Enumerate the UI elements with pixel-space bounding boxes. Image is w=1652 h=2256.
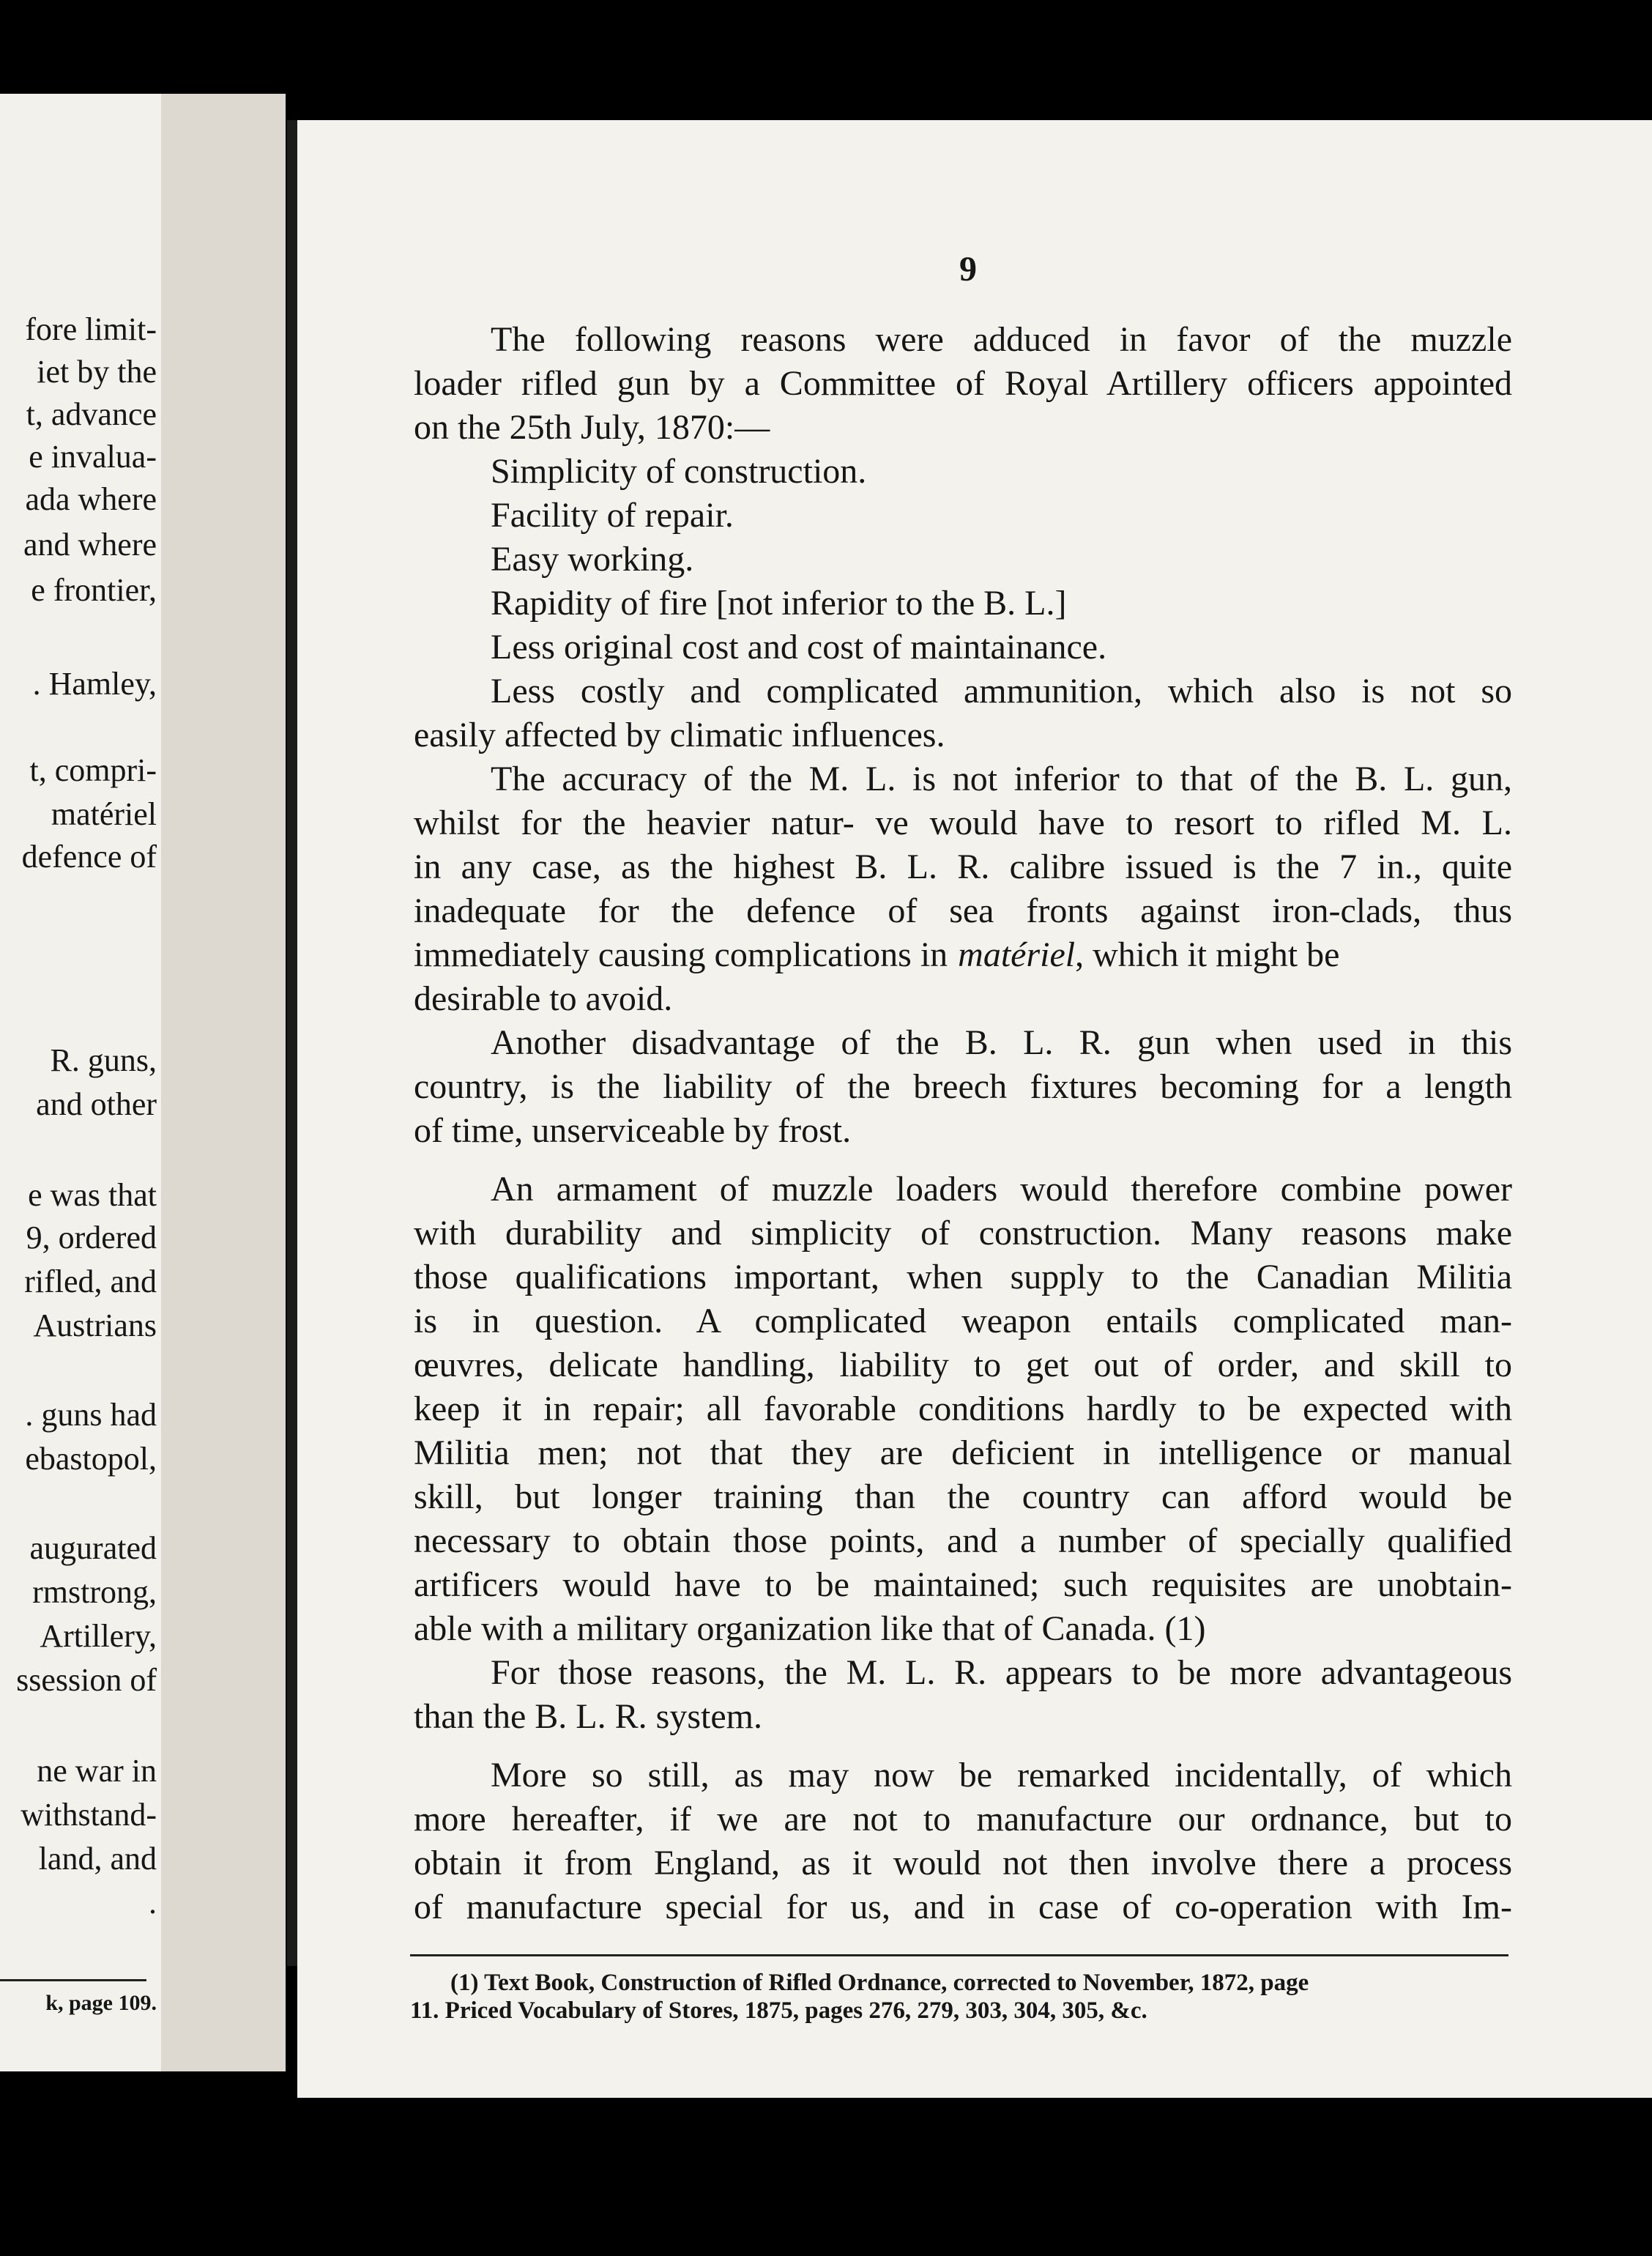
body-line: with durability and simplicity of construction. Many reasons make — [414, 1214, 1512, 1253]
left-page-line: rmstrong, — [32, 1574, 157, 1610]
left-page-line: e invalua- — [29, 439, 157, 475]
body-line: The following reasons were adduced in favor of the muzzle — [491, 320, 1512, 359]
left-page-line: . Hamley, — [32, 666, 157, 702]
page-number: 9 — [959, 250, 977, 289]
body-line: Militia men; not that they are deficient in intelligence or manual — [414, 1433, 1512, 1472]
left-page-line: ssession of — [16, 1662, 157, 1698]
footnote-line: 11. Priced Vocabulary of Stores, 1875, pages 276, 279, 303, 304, 305, &c. — [410, 1997, 1147, 2024]
body-line: whilst for the heavier natur- ve would have to resort to rifled M. L. — [414, 804, 1512, 842]
left-page-line: e was that — [28, 1177, 157, 1213]
footnote-line: (1) Text Book, Construction of Rifled Ordnance, corrected to November, 1872, page — [450, 1970, 1309, 1996]
page-gutter — [161, 94, 286, 2071]
body-line: œuvres, delicate handling, liability to get out of order, and skill to — [414, 1346, 1512, 1384]
body-line: An armament of muzzle loaders would therefore combine power — [491, 1170, 1512, 1209]
left-page-line: 9, ordered — [26, 1220, 157, 1255]
body-line: on the 25th July, 1870:— — [414, 408, 770, 447]
body-line: inadequate for the defence of sea fronts against iron-clads, thus — [414, 891, 1512, 930]
list-item: Rapidity of fire [not inferior to the B. L.] — [491, 584, 1067, 623]
list-item: Simplicity of construction. — [491, 452, 867, 491]
list-item: Less original cost and cost of maintainance. — [491, 628, 1107, 667]
body-line: More so still, as may now be remarked incidentally, of which — [491, 1756, 1512, 1795]
left-page-line: defence of — [21, 839, 157, 875]
body-line: easily affected by climatic influences. — [414, 716, 945, 754]
body-line: those qualifications important, when supply to the Canadian Militia — [414, 1258, 1512, 1296]
body-text: immediately causing complications in — [414, 935, 948, 974]
body-line: more hereafter, if we are not to manufacture our ordnance, but to — [414, 1800, 1512, 1838]
body-line: obtain it from England, as it would not then involve there a process — [414, 1844, 1512, 1882]
left-page-line: ada where — [25, 481, 157, 517]
body-line: than the B. L. R. system. — [414, 1697, 762, 1736]
body-line: desirable to avoid. — [414, 979, 673, 1018]
list-item: Less costly and complicated ammunition, which also is not so — [491, 672, 1512, 710]
book-spine-shadow — [287, 120, 297, 1966]
list-item: Easy working. — [491, 540, 694, 579]
left-page-line: t, compri- — [29, 752, 157, 788]
italic-term: matériel — [958, 935, 1076, 974]
left-page-line: Artillery, — [40, 1618, 157, 1654]
left-page-line: and where — [23, 527, 157, 563]
left-footnote-rule — [0, 1979, 146, 1981]
body-line — [414, 933, 1512, 977]
body-line: able with a military organization like that of Canada. (1) — [414, 1609, 1206, 1648]
body-line: The accuracy of the M. L. is not inferior to that of the B. L. gun, — [491, 760, 1512, 798]
left-page-line: land, and — [38, 1841, 157, 1877]
left-page-line: ne war in — [37, 1753, 157, 1789]
body-line: necessary to obtain those points, and a number of specially qualified — [414, 1521, 1512, 1560]
left-page-line: iet by the — [37, 354, 157, 390]
footnote-rule — [410, 1954, 1508, 1956]
body-line: is in question. A complicated weapon entails complicated man- — [414, 1302, 1512, 1340]
body-line: in any case, as the highest B. L. R. calibre issued is the 7 in., quite — [414, 847, 1512, 886]
left-page-line: fore limit- — [25, 311, 157, 347]
body-line: loader rifled gun by a Committee of Royal Artillery officers appointed — [414, 364, 1512, 403]
left-page-line: rifled, and — [24, 1264, 157, 1299]
left-page-line: e frontier, — [31, 572, 157, 608]
left-page-line: matériel — [51, 796, 157, 832]
left-page-line: Austrians — [33, 1307, 157, 1343]
body-line: skill, but longer training than the country can afford would be — [414, 1477, 1512, 1516]
previous-page-fragment — [0, 94, 161, 2071]
body-line: Another disadvantage of the B. L. R. gun when used in this — [491, 1023, 1512, 1062]
body-line: country, is the liability of the breech fixtures becoming for a length — [414, 1067, 1512, 1106]
left-page-line: augurated — [29, 1530, 157, 1566]
list-item: Facility of repair. — [491, 496, 734, 535]
left-page-line: . — [149, 1885, 157, 1921]
body-text: , which it might be — [1075, 935, 1340, 974]
body-line: of time, unserviceable by frost. — [414, 1111, 852, 1150]
left-page-line: R. guns, — [50, 1042, 157, 1078]
body-line: For those reasons, the M. L. R. appears to be more advantageous — [491, 1653, 1512, 1692]
body-line: artificers would have to be maintained; such requisites are unobtain- — [414, 1565, 1512, 1604]
left-page-line: . guns had — [25, 1397, 157, 1433]
body-line: of manufacture special for us, and in case of co-operation with Im- — [414, 1888, 1512, 1926]
left-page-line: t, advance — [26, 396, 157, 432]
left-page-line: and other — [36, 1086, 157, 1122]
left-page-footnote: k, page 109. — [45, 1991, 157, 2015]
left-page-line: withstand- — [21, 1797, 157, 1833]
body-line: keep it in repair; all favorable conditions hardly to be expected with — [414, 1389, 1512, 1428]
left-page-line: ebastopol, — [25, 1441, 157, 1477]
body-text — [948, 933, 1512, 977]
